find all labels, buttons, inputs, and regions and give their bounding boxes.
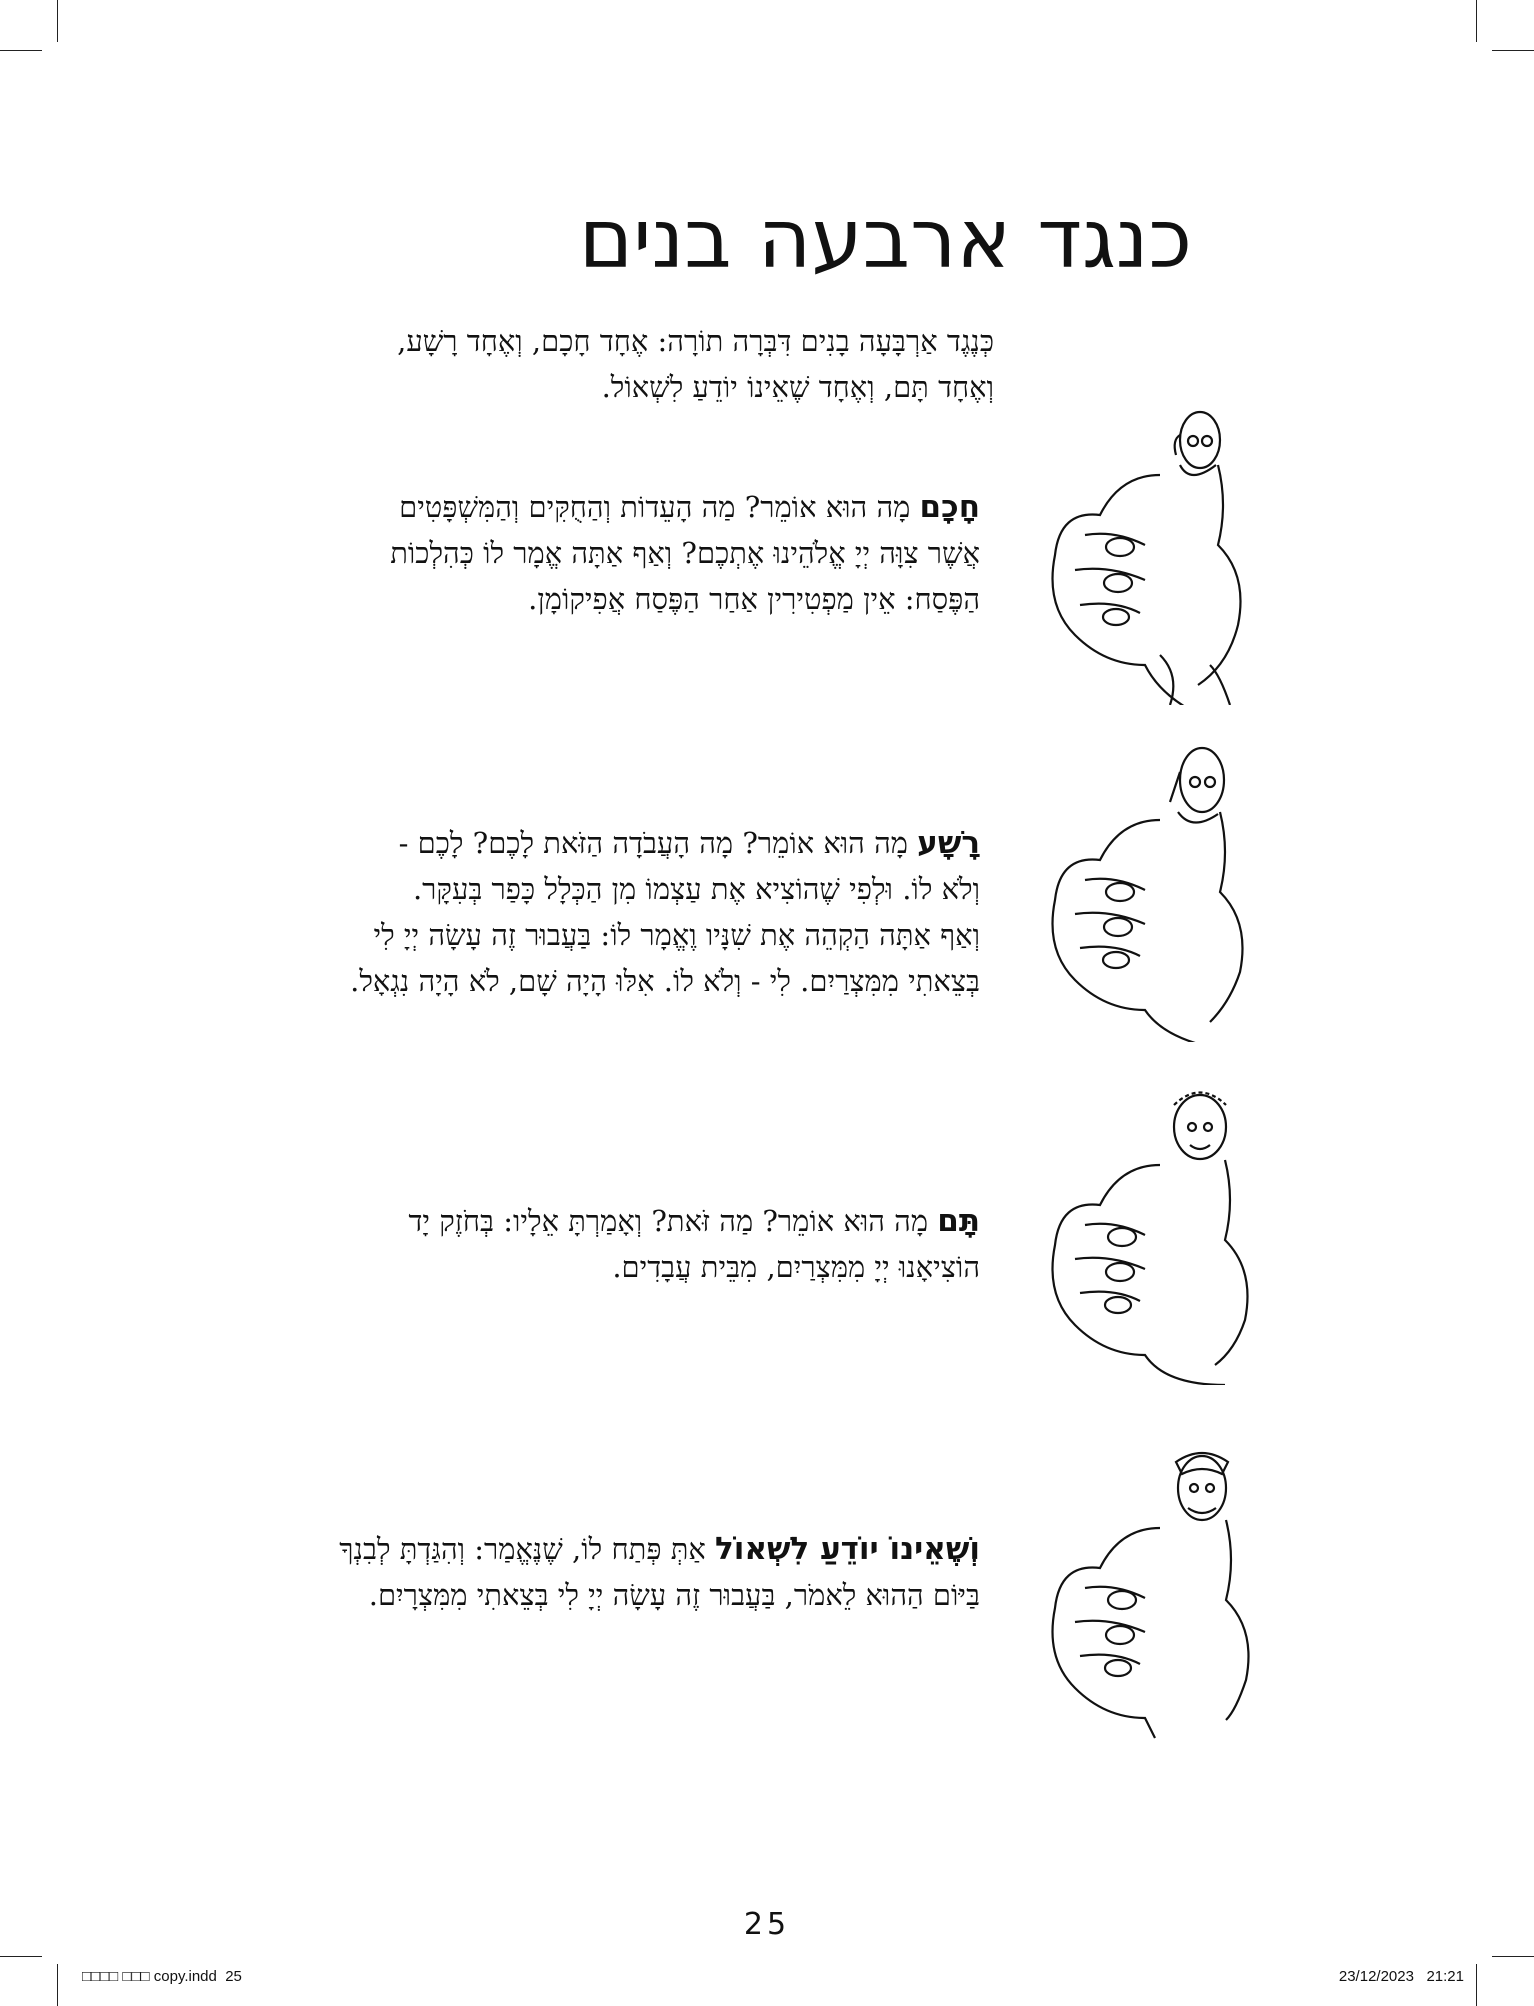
son-simple-paragraph (180, 1198, 980, 1290)
crop-mark (1492, 1956, 1534, 1957)
footer-file-name: □□□□ □□□ copy.indd (82, 1968, 217, 1985)
footer-file-info (82, 1968, 242, 1985)
intro-line: כְּנֶגֶד אַרְבָּעָה בָנִים דִּבְּרָה תוֹרָה: אֶחָד חָכָם, וְאֶחָד רָשָׁע, (397, 324, 994, 358)
thumb-puppet-illustration (1030, 1440, 1260, 1740)
thumb-puppet-illustration (1030, 742, 1260, 1042)
son-name: חָכָם (919, 489, 980, 525)
thumb-puppet-illustration (1030, 1085, 1260, 1385)
crop-mark (57, 0, 58, 42)
page-title: כנגד ארבעה בנים (578, 192, 1192, 287)
crop-mark (1476, 1964, 1477, 2006)
crop-mark (0, 1956, 42, 1957)
son-name: תָּם (937, 1203, 980, 1239)
son-wise-paragraph (180, 484, 980, 622)
intro-paragraph (180, 318, 994, 410)
page-number: 25 (743, 1907, 791, 1942)
son-line: מָה הוּא אוֹמֵר? מַה זֹּאת? וְאָמַרְתָּ אֵלָיו: בְּחֹזֶק יָד (408, 1204, 929, 1238)
crop-mark (1476, 0, 1477, 42)
crop-mark (57, 1964, 58, 2006)
son-line: בַּיּוֹם הַהוּא לֵאמֹר, בַּעֲבוּר זֶה עָשָׂה יְיָ לִי בְּצֵאתִי מִמִּצְרָיִם. (368, 1578, 980, 1612)
son-line: אַתְּ פְּתַח לוֹ, שֶׁנֶּאֱמַר: וְהִגַּדְתָּ לְבִנְךָ (339, 1532, 706, 1566)
son-unable-to-ask-paragraph (180, 1526, 980, 1618)
crop-mark (0, 50, 42, 51)
son-wicked-paragraph (180, 820, 980, 1004)
son-line: אֲשֶׁר צִוָּה יְיָ אֱלֹהֵינוּ אֶתְכֶם? וְאַף אַתָּה אֱמָר לוֹ כְּהִלְכוֹת (390, 536, 980, 570)
son-line: מָה הוּא אוֹמֵר? מָה הָעֲבֹדָה הַזֹּאת לָכֶם? לָכֶם - (398, 826, 908, 860)
son-line: מָה הוּא אוֹמֵר? מַה הָעֵדוֹת וְהַחֻקִּים וְהַמִּשְׁפָּטִים (399, 490, 911, 524)
footer-file-page: 25 (225, 1968, 242, 1985)
son-name: רָשָׁע (917, 825, 980, 861)
crop-mark (1492, 50, 1534, 51)
thumb-puppet-illustration (1030, 405, 1260, 705)
footer-timestamp: 23/12/2023 21:21 (1338, 1968, 1464, 1985)
son-line: וְאַף אַתָּה הַקְהֵה אֶת שִׁנָּיו וֶאֱמָר לוֹ: בַּעֲבוּר זֶה עָשָׂה יְיָ לִי (373, 918, 980, 952)
son-line: בְּצֵאתִי מִמִּצְרַיִם. לִי - וְלֹא לוֹ. אִלּוּ הָיָה שָׁם, לֹא הָיָה נִגְאָל. (350, 964, 980, 998)
intro-line: וְאֶחָד תָּם, וְאֶחָד שֶׁאֵינוֹ יוֹדֵעַ לִשְׁאוֹל. (601, 370, 994, 404)
son-line: וְלֹא לוֹ. וּלְפִי שֶׁהוֹצִיא אֶת עַצְמוֹ מִן הַכְּלָל כָּפַר בְּעִקָּר. (412, 872, 980, 906)
son-line: הַפֶּסַח: אֵין מַפְטִירִין אַחַר הַפֶּסַח אֲפִיקוֹמָן. (528, 582, 980, 616)
son-line: הוֹצִיאָנוּ יְיָ מִמִּצְרַיִם, מִבֵּית עֲבָדִים. (612, 1250, 980, 1284)
son-name: וְשֶׁאֵינוֹ יוֹדֵעַ לִשְׁאוֹל (715, 1531, 980, 1567)
